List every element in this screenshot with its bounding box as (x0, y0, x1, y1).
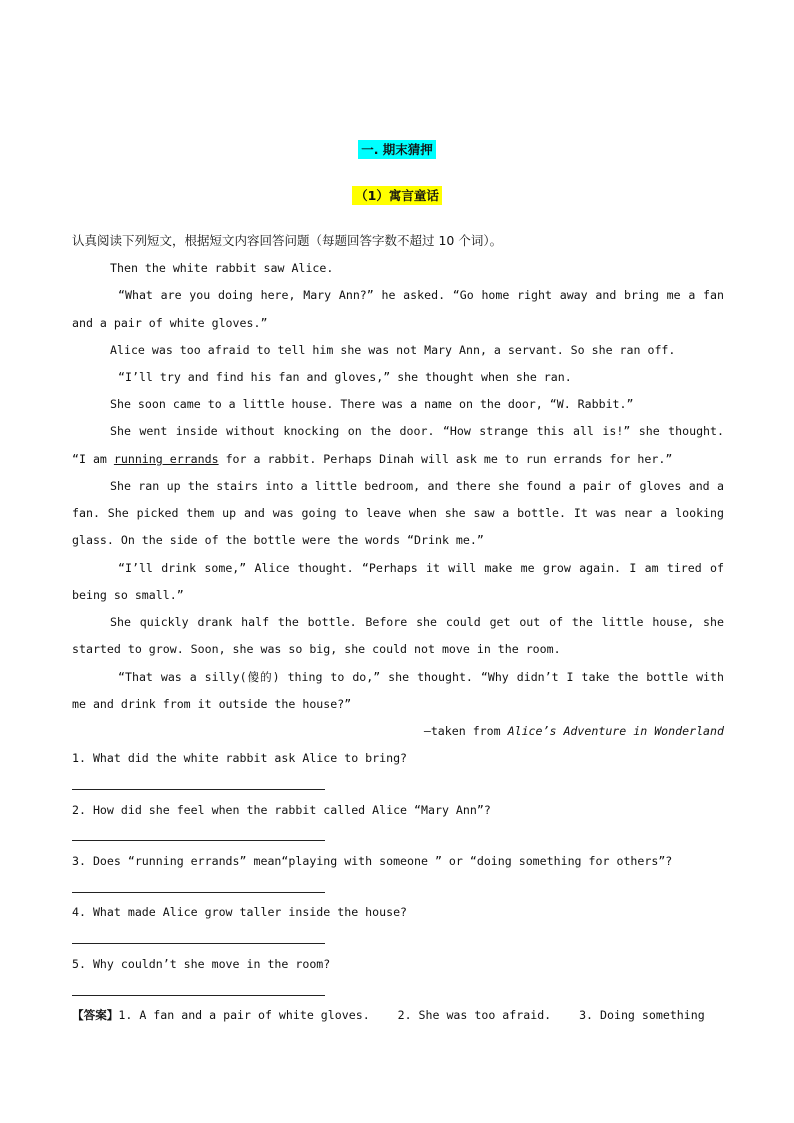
passage-line: She ran up the stairs into a little bedroom, and there she found a pair of gloves and a (110, 479, 724, 493)
answer-key (72, 1007, 724, 1023)
passage-line: She soon came to a little house. There was a name on the door, “W. Rabbit.” (110, 397, 634, 411)
passage-line: started to grow. Soon, she was so big, she could not move in the room. (72, 642, 561, 656)
passage-line: She went inside without knocking on the door. “How strange this all is!” she thought. (110, 424, 724, 438)
answer-line (72, 892, 325, 893)
section-heading-text: 一. 期末猜押 (358, 140, 436, 159)
passage-line: Alice was too afraid to tell him she was not Mary Ann, a servant. So she ran off. (110, 343, 676, 357)
underlined-phrase: running errands (113, 452, 219, 466)
answer-line (72, 789, 325, 790)
question-3: 3. Does “running errands” mean“playing with someone ” or “doing something for others”? (72, 854, 673, 868)
passage-line: being so small.” (72, 588, 184, 602)
passage-source (72, 723, 724, 739)
passage-text: “I am (72, 452, 114, 466)
answer-line (72, 840, 325, 841)
answer-tag: 【答案】 (72, 1008, 119, 1022)
passage-line: and a pair of white gloves.” (72, 316, 268, 330)
subsection-heading (0, 186, 794, 204)
passage-line: “I’ll drink some,” Alice thought. “Perhaps it will make me grow again. I am tired of (118, 561, 724, 575)
passage-line: “What are you doing here, Mary Ann?” he asked. “Go home right away and bring me a fan (118, 288, 724, 302)
passage-line: “I’ll try and find his fan and gloves,” she thought when she ran. (118, 370, 572, 384)
passage-line: fan. She picked them up and was going to leave when she saw a bottle. It was near a looking (72, 506, 724, 520)
passage-line: She quickly drank half the bottle. Before she could get out of the little house, she (110, 615, 724, 629)
source-prefix: —taken from (423, 724, 508, 738)
passage-line: glass. On the side of the bottle were the words “Drink me.” (72, 533, 484, 547)
answer-line (72, 995, 325, 996)
section-heading (0, 140, 794, 158)
answer-line (72, 943, 325, 944)
instruction: 认真阅读下列短文，根据短文内容回答问题（每题回答字数不超过 10 个词）。 (72, 233, 503, 248)
subsection-heading-text: （1）寓言童话 (352, 186, 442, 205)
passage-line (72, 451, 724, 467)
passage-line: me and drink from it outside the house?” (72, 697, 352, 711)
question-5: 5. Why couldn’t she move in the room? (72, 957, 331, 971)
question-2: 2. How did she feel when the rabbit called Alice “Mary Ann”? (72, 803, 491, 817)
source-title: Alice’s Adventure in Wonderland (507, 724, 724, 738)
passage-text: for a rabbit. Perhaps Dinah will ask me to run errands for her.” (218, 452, 673, 466)
question-1: 1. What did the white rabbit ask Alice to bring? (72, 751, 408, 765)
passage-line: “That was a silly(傻的) thing to do,” she thought. “Why didn’t I take the bottle with (118, 670, 724, 684)
question-4: 4. What made Alice grow taller inside the house? (72, 905, 408, 919)
answer-text: 1. A fan and a pair of white gloves. 2. She was too afraid. 3. Doing something (118, 1008, 705, 1022)
passage-line: Then the white rabbit saw Alice. (110, 261, 334, 275)
